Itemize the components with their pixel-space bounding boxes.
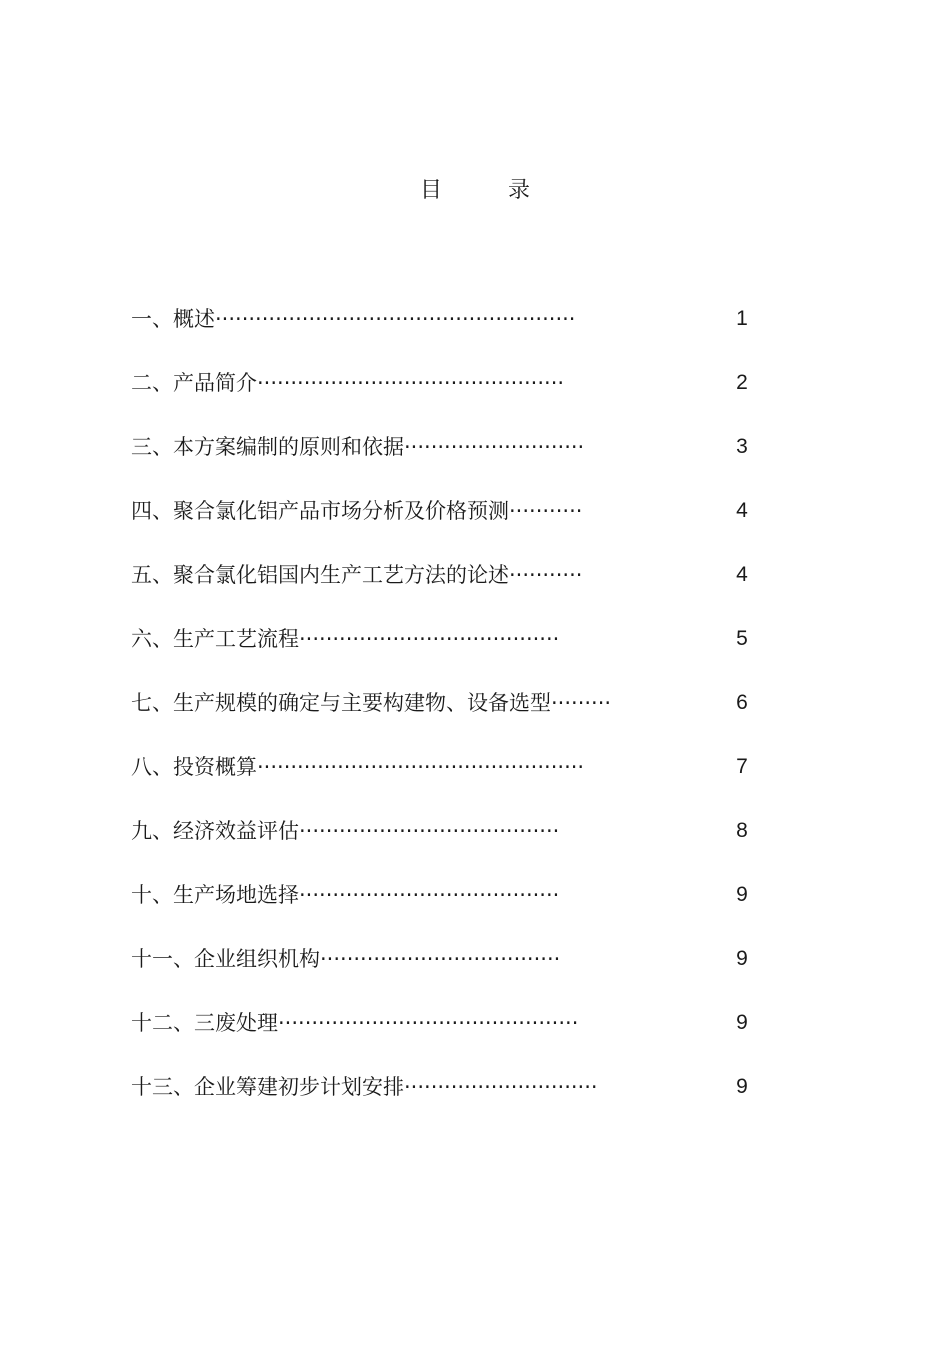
toc-item-page: 1	[736, 307, 748, 330]
toc-item-12[interactable]	[131, 1007, 751, 1071]
toc-item-3[interactable]	[131, 431, 751, 495]
toc-item-10[interactable]	[131, 879, 751, 943]
toc-item-4[interactable]	[131, 495, 751, 559]
toc-item-text: 二、产品简介··············································	[131, 371, 565, 395]
toc-item-13[interactable]	[131, 1071, 751, 1135]
toc-item-page: 9	[736, 947, 748, 970]
toc-item-text: 五、聚合氯化铝国内生产工艺方法的论述···········	[131, 563, 583, 587]
toc-item-page: 7	[736, 755, 748, 778]
toc-item-8[interactable]	[131, 751, 751, 815]
toc-item-5[interactable]	[131, 559, 751, 623]
toc-item-9[interactable]	[131, 815, 751, 879]
toc-item-text: 六、生产工艺流程·······································	[131, 627, 560, 651]
toc-item-page: 9	[736, 883, 748, 906]
toc-list	[131, 303, 751, 1135]
toc-item-text: 七、生产规模的确定与主要构建物、设备选型·········	[131, 691, 612, 715]
toc-item-2[interactable]	[131, 367, 751, 431]
toc-item-text: 八、投资概算·················································	[131, 755, 585, 779]
toc-item-page: 3	[736, 435, 748, 458]
toc-item-text: 十一、企业组织机构····································	[131, 947, 561, 971]
toc-item-page: 9	[736, 1075, 748, 1098]
toc-item-page: 6	[736, 691, 748, 714]
toc-item-text: 十三、企业筹建初步计划安排·····························	[131, 1075, 598, 1099]
toc-item-text: 十、生产场地选择·······································	[131, 883, 560, 907]
toc-item-text: 三、本方案编制的原则和依据···························	[131, 435, 585, 459]
toc-title-char-1: 目	[419, 178, 442, 203]
toc-item-text: 九、经济效益评估·······································	[131, 819, 560, 843]
toc-item-text: 四、聚合氯化铝产品市场分析及价格预测···········	[131, 499, 583, 523]
toc-item-page: 5	[736, 627, 748, 650]
toc-title-char-2: 录	[508, 178, 531, 203]
toc-item-1[interactable]	[131, 303, 751, 367]
toc-item-page: 4	[736, 499, 748, 522]
toc-item-page: 9	[736, 1011, 748, 1034]
toc-item-text: 十二、三废处理·············································	[131, 1011, 579, 1035]
toc-item-page: 4	[736, 563, 748, 586]
toc-item-6[interactable]	[131, 623, 751, 687]
toc-item-page: 2	[736, 371, 748, 394]
toc-item-page: 8	[736, 819, 748, 842]
toc-title	[0, 176, 950, 206]
toc-item-7[interactable]	[131, 687, 751, 751]
toc-item-text: 一、概述······················································	[131, 307, 576, 331]
toc-item-11[interactable]	[131, 943, 751, 1007]
